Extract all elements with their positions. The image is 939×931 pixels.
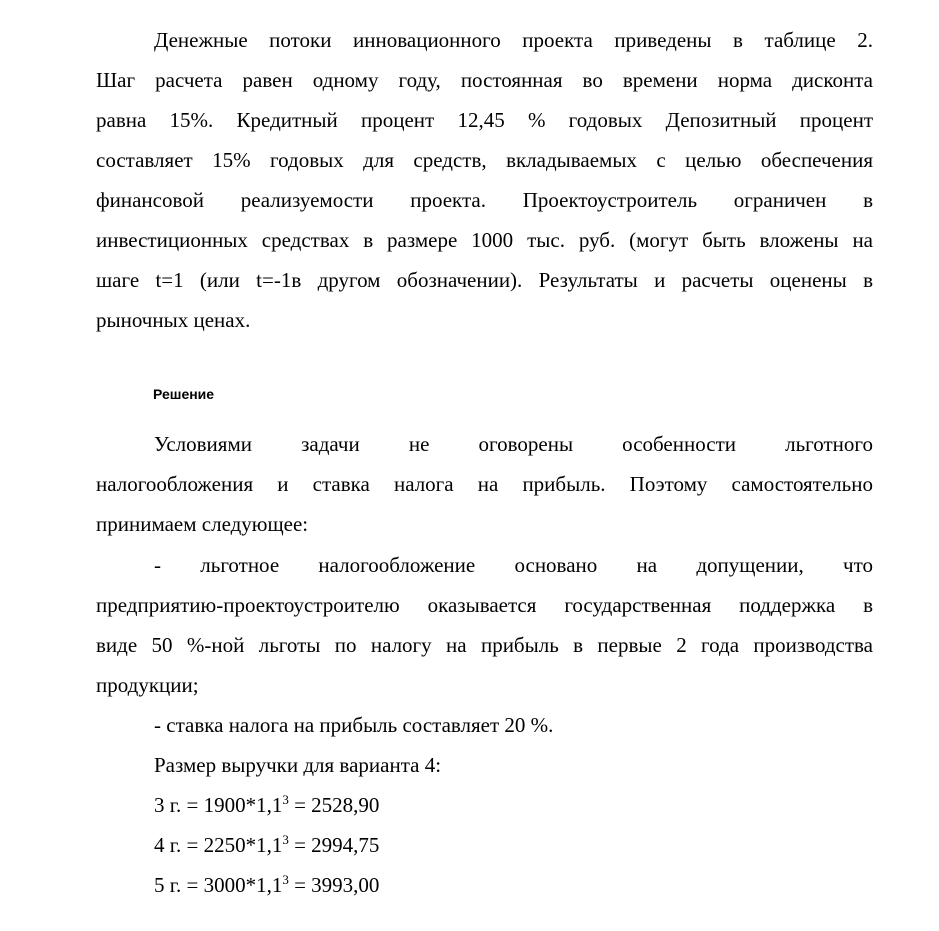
revenue-row-exponent: 3 (282, 872, 289, 887)
revenue-row-lhs: 5 г. = 3000*1,1 (154, 873, 283, 897)
revenue-row-year-3 (154, 785, 379, 828)
intro-line-8: рыночных ценах. (96, 308, 251, 332)
solution-heading: Решение (153, 386, 215, 402)
intro-line-1: Денежные потоки инновационного проекта приведены в таблице 2. (154, 28, 873, 52)
assumption-one-paragraph (96, 545, 873, 705)
conditions-line-3: принимаем следующее: (96, 512, 309, 536)
intro-line-2: Шаг расчета равен одному году, постоянная во времени норма дисконта (96, 68, 873, 92)
revenue-row-lhs: 3 г. = 1900*1,1 (154, 793, 283, 817)
intro-paragraph (96, 20, 873, 340)
intro-line-4: составляет 15% годовых для средств, вкладываемых с целью обеспечения (96, 148, 873, 172)
assumption-one-line-4: продукции; (96, 673, 199, 697)
assumption-one-line-1: - льготное налогообложение основано на допущении, что (154, 553, 873, 577)
conditions-paragraph (96, 424, 873, 544)
assumption-two: - ставка налога на прибыль составляет 20 %. (154, 713, 554, 737)
intro-line-3: равна 15%. Кредитный процент 12,45 % годовых Депозитный процент (96, 108, 873, 132)
revenue-row-rhs: = 2528,90 (288, 793, 380, 817)
revenue-row-exponent: 3 (282, 792, 289, 807)
conditions-line-1: Условиями задачи не оговорены особенности льготного (154, 432, 873, 456)
revenue-row-lhs: 4 г. = 2250*1,1 (154, 833, 283, 857)
assumption-one-line-2: предприятию-проектоустроителю оказывается государственная поддержка в (96, 593, 873, 617)
revenue-row-year-4 (154, 825, 379, 868)
conditions-line-2: налогообложения и ставка налога на прибыль. Поэтому самостоятельно (96, 472, 873, 496)
revenue-row-rhs: = 2994,75 (288, 833, 380, 857)
intro-line-6: инвестиционных средствах в размере 1000 тыс. руб. (могут быть вложены на (96, 228, 873, 252)
revenue-label: Размер выручки для варианта 4: (154, 753, 442, 777)
intro-line-7: шаге t=1 (или t=-1в другом обозначении). Результаты и расчеты оценены в (96, 268, 873, 292)
revenue-row-exponent: 3 (282, 832, 289, 847)
intro-line-5: финансовой реализуемости проекта. Проектоустроитель ограничен в (96, 188, 873, 212)
assumption-one-line-3: виде 50 %-ной льготы по налогу на прибыль в первые 2 года производства (96, 633, 873, 657)
revenue-row-rhs: = 3993,00 (288, 873, 380, 897)
revenue-row-year-5 (154, 865, 379, 908)
